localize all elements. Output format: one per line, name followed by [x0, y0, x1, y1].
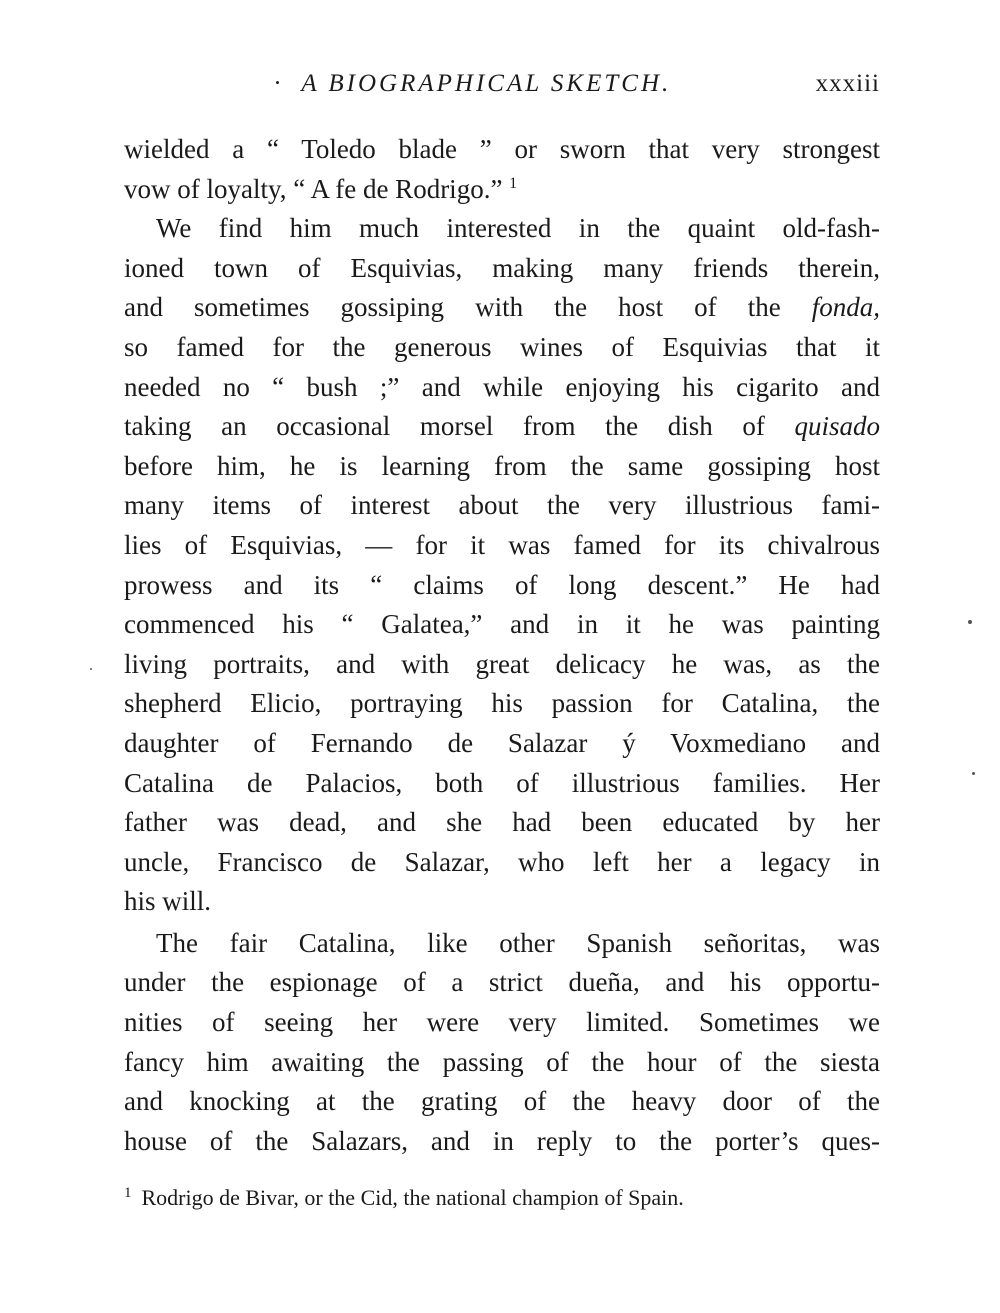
scan-speck — [968, 620, 972, 624]
text-line: We find him much interested in the quaint old-fash- — [156, 213, 880, 244]
text-line: The fair Catalina, like other Spanish señoritas, was — [156, 927, 880, 958]
text-line: uncle, Francisco de Salazar, who left her a legacy in — [124, 846, 880, 877]
running-head — [124, 70, 880, 110]
text-line-content: taking an occasional morsel from the dish of — [124, 411, 765, 442]
text-line: so famed for the generous wines of Esquivias that it — [124, 331, 880, 362]
text-line: many items of interest about the very illustrious fami- — [124, 490, 880, 521]
italic-word-quisado: quisado — [794, 411, 880, 442]
body-text — [124, 130, 880, 1161]
text-line: Catalina de Palacios, both of illustrious families. Her — [124, 767, 880, 798]
scan-speck — [90, 668, 92, 670]
text-line — [124, 170, 880, 210]
text-line: living portraits, and with great delicacy he was, as the — [124, 648, 880, 679]
text-line — [124, 288, 880, 328]
footnote-marker: 1 — [509, 174, 518, 192]
text-line: before him, he is learning from the same gossiping host — [124, 450, 880, 481]
text-line: fancy him awaiting the passing of the hour of the siesta — [124, 1046, 880, 1077]
text-line: shepherd Elicio, portraying his passion for Catalina, the — [124, 688, 880, 719]
text-line-content: vow of loyalty, “ A fe de Rodrigo.” — [124, 173, 503, 204]
footnote-number: 1 — [124, 1184, 132, 1201]
text-line: his will. — [124, 886, 212, 917]
text-line: lies of Esquivias, — for it was famed for its chivalrous — [124, 529, 880, 560]
text-line: and knocking at the grating of the heavy door of the — [124, 1086, 880, 1117]
text-line: under the espionage of a strict dueña, and his opportu- — [124, 967, 880, 998]
text-line: needed no “ bush ;” and while enjoying his cigarito and — [124, 371, 880, 402]
text-line: ioned town of Esquivias, making many friends therein, — [124, 252, 880, 283]
text-line: nities of seeing her were very limited. Sometimes we — [124, 1007, 880, 1038]
footnote-text: Rodrigo de Bivar, or the Cid, the national champion of Spain. — [141, 1185, 684, 1210]
text-line: house of the Salazars, and in reply to the porter’s ques- — [124, 1125, 880, 1156]
running-head-dot: · — [274, 70, 284, 97]
scan-speck — [972, 772, 975, 775]
italic-word-fonda: fonda, — [811, 292, 881, 323]
footnote — [124, 1180, 884, 1216]
text-line: wielded a “ Toledo blade ” or sworn that very strongest — [124, 134, 880, 164]
text-line: father was dead, and she had been educated by her — [124, 807, 880, 838]
running-head-title: A BIOGRAPHICAL SKETCH. — [301, 70, 672, 97]
text-line-content: and sometimes gossiping with the host of the — [124, 292, 781, 323]
page-number: xxxiii — [815, 70, 880, 97]
text-line: prowess and its “ claims of long descent.” He had — [124, 569, 880, 600]
text-line: commenced his “ Galatea,” and in it he was painting — [124, 609, 880, 640]
text-line — [124, 407, 880, 447]
text-line: daughter of Fernando de Salazar ý Voxmediano and — [124, 727, 880, 758]
running-title — [274, 70, 671, 98]
